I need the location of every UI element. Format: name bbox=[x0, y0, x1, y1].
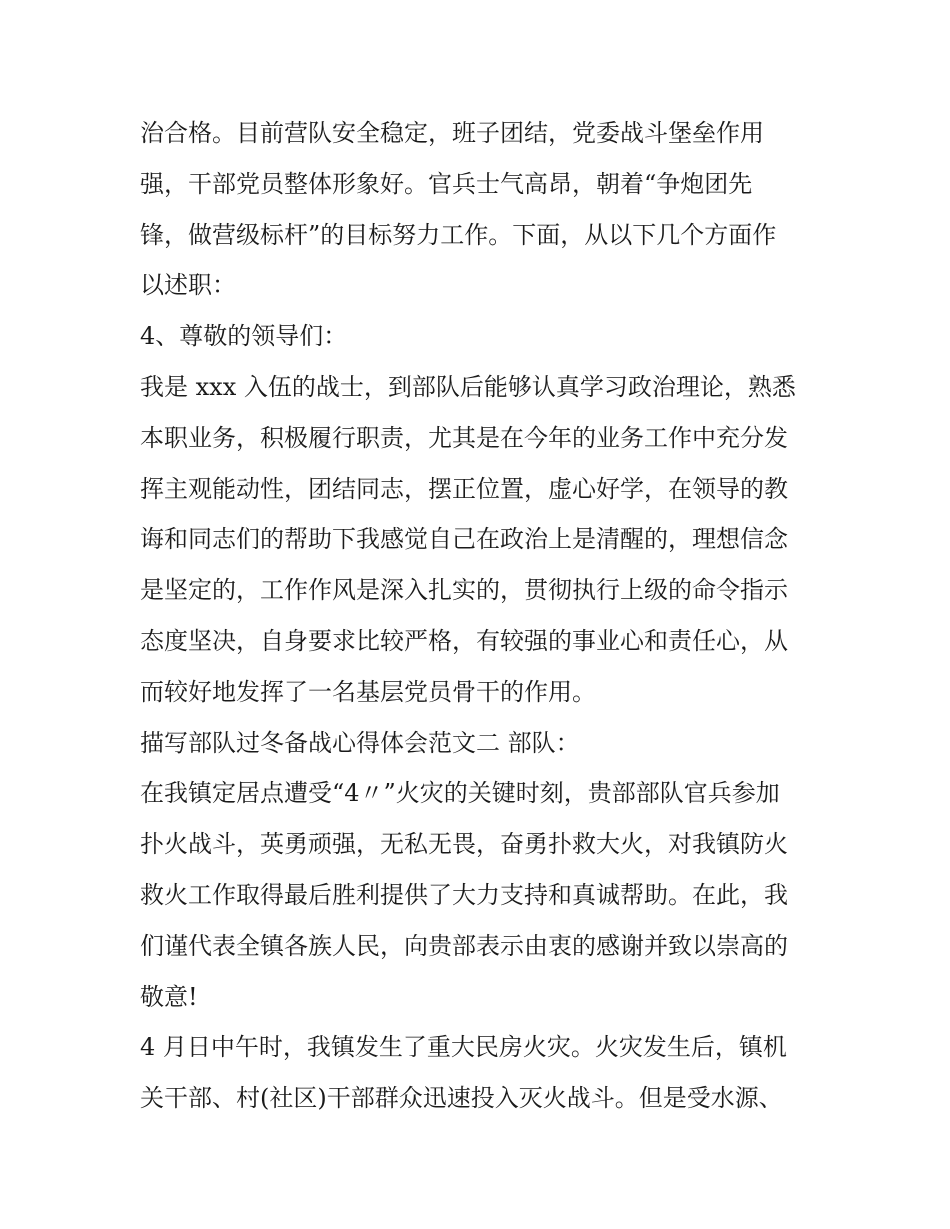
text-line: 们谨代表全镇各族人民，向贵部表示由衷的感谢并致以崇高的 bbox=[140, 931, 788, 960]
text-line: 扑火战斗，英勇顽强，无私无畏，奋勇扑救大火，对我镇防火 bbox=[140, 830, 788, 859]
text-line: 挥主观能动性，团结同志，摆正位置，虚心好学，在领导的教 bbox=[140, 474, 788, 503]
text-line: 强，干部党员整体形象好。官兵士气高昂，朝着“争炮团先 bbox=[140, 169, 753, 198]
document-body bbox=[140, 108, 820, 1124]
text-line: 本职业务，积极履行职责，尤其是在今年的业务工作中充分发 bbox=[140, 423, 788, 452]
text-line: 我是 xxx 入伍的战士，到部队后能够认真学习政治理论，熟悉 bbox=[140, 372, 796, 401]
text-line: 而较好地发挥了一名基层党员骨干的作用。 bbox=[140, 677, 596, 706]
text-line: 关干部、村(社区)干部群众迅速投入灭火战斗。但是受水源、 bbox=[140, 1084, 783, 1113]
text-line: 诲和同志们的帮助下我感觉自己在政治上是清醒的，理想信念 bbox=[140, 525, 788, 554]
text-line: 在我镇定居点遭受“4〃”火灾的关键时刻，贵部部队官兵参加 bbox=[140, 779, 780, 808]
text-line: 治合格。目前营队安全稳定，班子团结，党委战斗堡垒作用 bbox=[140, 119, 764, 147]
text-line: 以述职： bbox=[140, 271, 236, 300]
text-line: 救火工作取得最后胜利提供了大力支持和真诚帮助。在此，我 bbox=[140, 880, 788, 909]
section-heading: 描写部队过冬备战心得体会范文二 部队： bbox=[140, 728, 580, 757]
text-line: 是坚定的，工作作风是深入扎实的，贯彻执行上级的命令指示 bbox=[140, 576, 788, 605]
text-line: 态度坚决，自身要求比较严格，有较强的事业心和责任心，从 bbox=[140, 626, 788, 655]
text-line: 敬意! bbox=[140, 982, 198, 1011]
section-heading: 4、尊敬的领导们： bbox=[140, 322, 348, 351]
text-line: 4 月日中午时，我镇发生了重大民房火灾。火灾发生后，镇机 bbox=[140, 1033, 787, 1062]
text-line: 锋，做营级标杆”的目标努力工作。下面，从以下几个方面作 bbox=[140, 220, 777, 249]
